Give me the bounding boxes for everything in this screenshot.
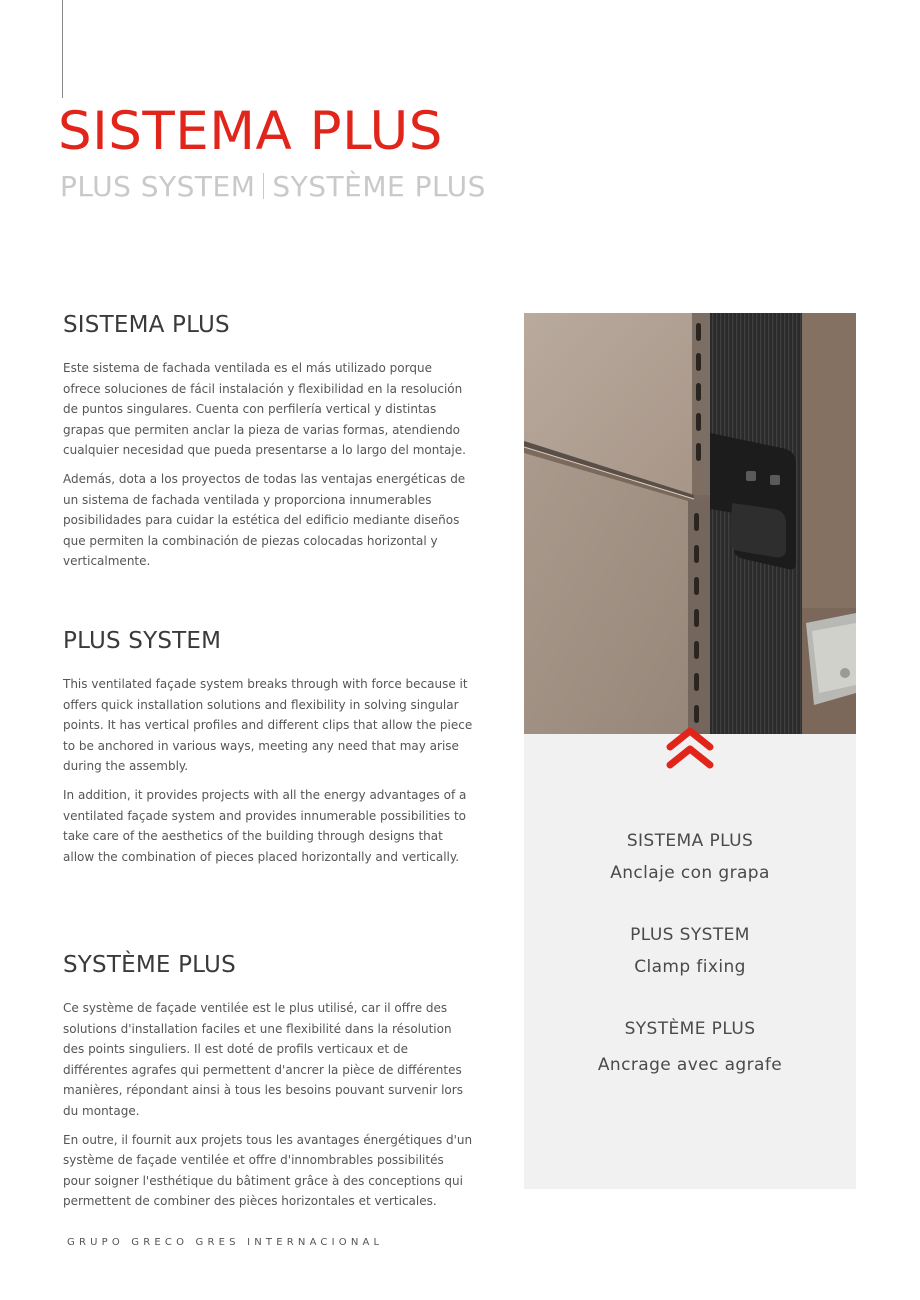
- footer-brand: GRUPO GRECO GRES INTERNACIONAL: [67, 1237, 384, 1248]
- section-paragraph: Ce système de façade ventilée est le plus utilisé, car il offre des solutions d'installation faciles et une flexibilité dans la résolution des points singuliers. Il est doté de profils verticaux et de différentes agrafes qui permettent d'ancrer la pièce de différentes manières, répondant ainsi à tous les besoins pouvant survenir lors du montage.: [63, 1001, 463, 1118]
- caption-title: SISTEMA PLUS: [626, 831, 754, 851]
- caption-title: PLUS SYSTEM: [630, 925, 750, 945]
- page-title: SISTEMA PLUS: [58, 101, 443, 162]
- section-english: [63, 628, 473, 875]
- section-heading: SISTEMA PLUS: [63, 312, 230, 338]
- section-heading: PLUS SYSTEM: [63, 628, 222, 654]
- subtitle-en: PLUS SYSTEM: [60, 170, 256, 203]
- page-subtitle: [60, 170, 486, 203]
- section-paragraph: This ventilated façade system breaks through with force because it offers quick installation solutions and flexibility in solving singular points. It has vertical profiles and different clips that allow the piece to be anchored in various ways, meeting any need that may arise during the assembly.: [63, 677, 473, 774]
- caption-item: [524, 925, 856, 977]
- subtitle-divider: [263, 173, 264, 199]
- section-paragraph: In addition, it provides projects with all the energy advantages of a ventilated façade system and provides innumerable possibilities to take care of the aesthetics of the building through designs that allow the combination of pieces placed horizontally and vertically.: [63, 787, 467, 864]
- caption-item: [524, 831, 856, 883]
- section-heading: SYSTÈME PLUS: [63, 952, 236, 978]
- caption-subtitle: Clamp fixing: [634, 957, 746, 977]
- image-panel: [524, 313, 856, 1189]
- caption-subtitle: Anclaje con grapa: [610, 863, 770, 883]
- caption-list: [524, 831, 856, 1117]
- section-french: [63, 952, 473, 1220]
- caption-subtitle: Ancrage avec agrafe: [597, 1055, 783, 1075]
- caption-title: SYSTÈME PLUS: [624, 1019, 756, 1039]
- subtitle-fr: SYSTÈME PLUS: [272, 170, 486, 203]
- section-paragraph: En outre, il fournit aux projets tous les avantages énergétiques d'un système de façade ventilée et offre d'innombrables possibilités pour soigner l'esthétique du bâtiment grâce à des conceptions qui permettent de combiner des pièces horizontales et verticales.: [63, 1132, 473, 1209]
- header-vertical-rule: [62, 0, 63, 98]
- facade-clamp-photo: [524, 313, 856, 734]
- caption-item: [524, 1019, 856, 1075]
- section-paragraph: Este sistema de fachada ventilada es el más utilizado porque ofrece soluciones de fácil instalación y flexibilidad en la resolución de puntos singulares. Cuenta con perfilería vertical y distintas grapas que permiten anclar la pieza de varias formas, atendiendo cualquier necesidad que pueda presentarse a lo largo del montaje.: [63, 361, 466, 458]
- section-spanish: [63, 312, 473, 580]
- section-paragraph: Además, dota a los proyectos de todas las ventajas energéticas de un sistema de fachada ventilada y proporciona innumerables posibilidades para cuidar la estética del edificio mediante diseños que permiten la combinación de piezas colocadas horizontal y verticalmente.: [63, 471, 466, 569]
- double-chevron-up-icon: [664, 725, 716, 773]
